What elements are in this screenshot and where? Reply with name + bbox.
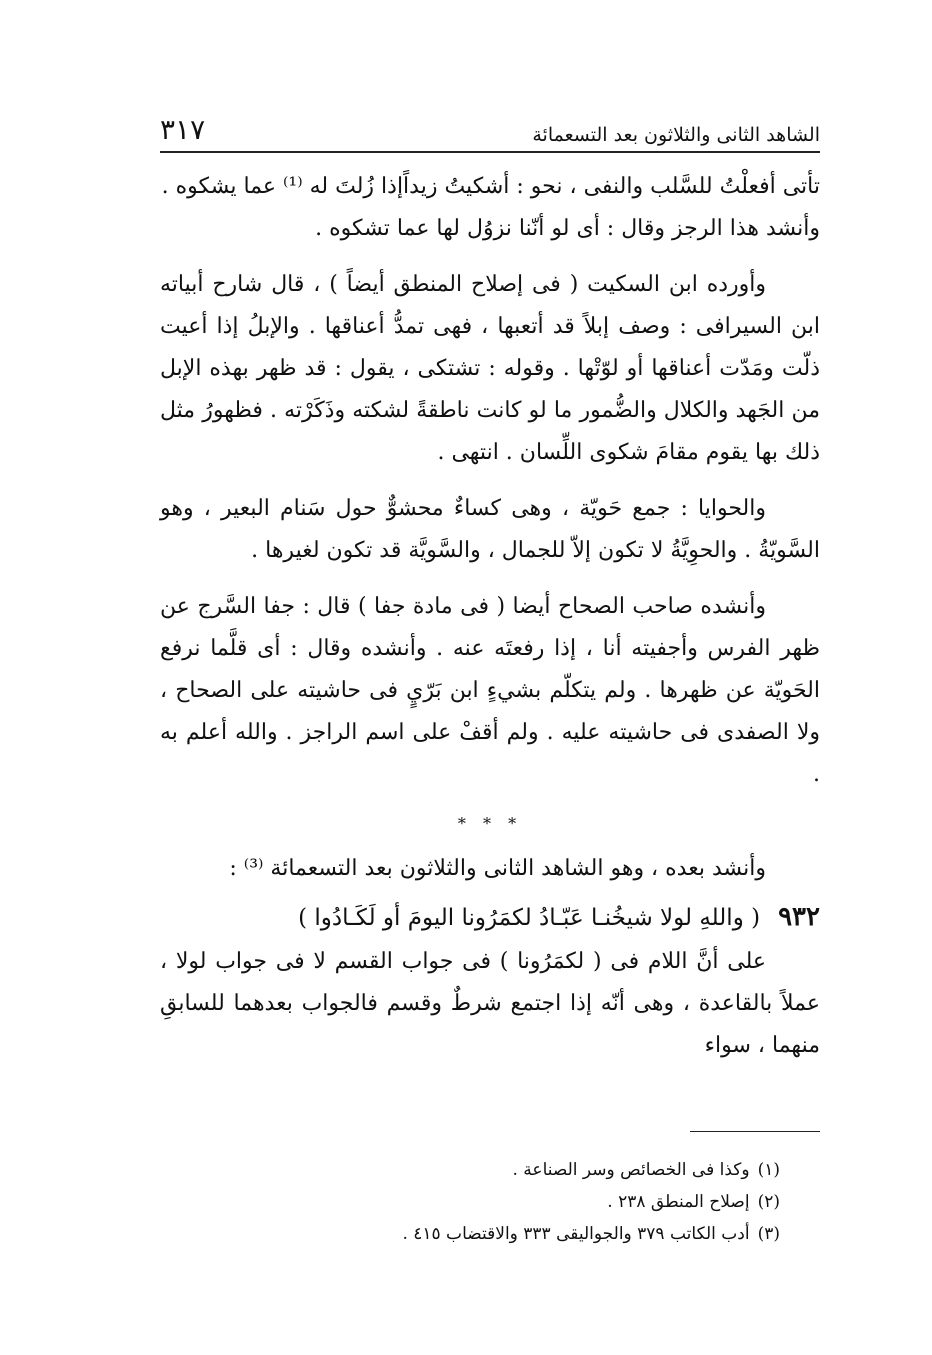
paragraph-2: وأنشد هذا الرجز وقال : أى لو أنّنا نزوُل لها عما تشكوه . <box>315 216 820 241</box>
page-header <box>160 100 820 146</box>
verse-intro: وأنشد بعده ، وهو الشاهد الثانى والثلاثون بعد التسعمائة ⁽³⁾ : <box>229 856 766 881</box>
footnote-2 <box>300 1186 780 1218</box>
main-text <box>160 166 820 1067</box>
footnotes <box>300 1154 780 1250</box>
section-separator: * * * <box>457 814 523 833</box>
paragraph-4: والحوايا : جمع حَويّة ، وهى كساءٌ محشوٌّ حول سَنام البعير ، وهو السَّويّةُ . والحوِيَّةُ لا تكون إلاّ للجمال ، والسَّويَّة قد تكون لغيرها . <box>160 496 820 563</box>
footnote-rule <box>690 1131 820 1132</box>
verse-text: ( واللهِ لولا شيخُنـا عَبّـادُ لكمَرُونا اليومَ أو لَكَـادُوا ) <box>298 905 761 931</box>
footnote-number: (٢) <box>757 1192 780 1212</box>
paragraph-5: وأنشده صاحب الصحاح أيضا ( فى مادة جفا ) قال : جفا السَّرج عن ظهر الفرس وأجفيته أنا ، إذا رفعتَه عنه . وأنشده وقال : أى قلَّما نرفع الحَويّة عن ظهرها . ولم يتكلّم بشيءٍ ابن بَرّيٍ فى حاشيته على الصحاح ، ولا الصفدى فى حاشيته عليه . ولم أقفْ على اسم الراجز . والله أعلم به . <box>160 594 820 787</box>
footnote-number: (١) <box>757 1160 780 1180</box>
footnote-1 <box>300 1154 780 1186</box>
commentary: على أنَّ اللام فى ( لكمَرُونا ) فى جواب القسم لا فى جواب لولا ، عملاً بالقاعدة ، وهى أنّه إذا اجتمع شرطٌ وقسم فالجواب بعدهما للسابقِ منهما ، سواء <box>160 949 820 1058</box>
footnote-3 <box>300 1218 780 1250</box>
footnote-text: إصلاح المنطق ٢٣٨ . <box>607 1192 750 1212</box>
paragraph-3: وأورده ابن السكيت ( فى إصلاح المنطق أيضاً ) ، قال شارح أبياته ابن السيرافى : وصف إبلاً قد أتعبها ، فهى تمدُّ أعناقها . والإبلُ إذا أعيت ذلّت ومَدّت أعناقها أو لوّتْها . وقوله : تشتكى ، يقول : قد ظهر بهذه الإبل من الجَهد والكلال والضُّمور ما لو كانت ناطقةً لشكته وذَكَرْته . فظهورُ مثل ذلك بها يقوم مقامَ شكوى اللِّسان . انتهى . <box>160 272 820 465</box>
page-number: ٣١٧ <box>160 113 206 146</box>
footnote-text: وكذا فى الخصائص وسر الصناعة . <box>512 1160 750 1180</box>
running-title: الشاهد الثانى والثلاثون بعد التسعمائة <box>532 124 820 146</box>
footnote-number: (٣) <box>757 1224 780 1244</box>
paragraph-1: تأتى أفعلْتُ للسَّلب والنفى ، نحو : أشكيتُ زيداًإذا زُلتَ له ⁽¹⁾ عما يشكوه . <box>161 174 820 199</box>
verse <box>160 894 820 941</box>
verse-number: ٩٣٢ <box>778 902 820 932</box>
header-rule <box>160 151 820 153</box>
footnote-text: أدب الكاتب ٣٧٩ والجواليقى ٣٣٣ والاقتضاب ٤١٥ . <box>402 1224 750 1244</box>
